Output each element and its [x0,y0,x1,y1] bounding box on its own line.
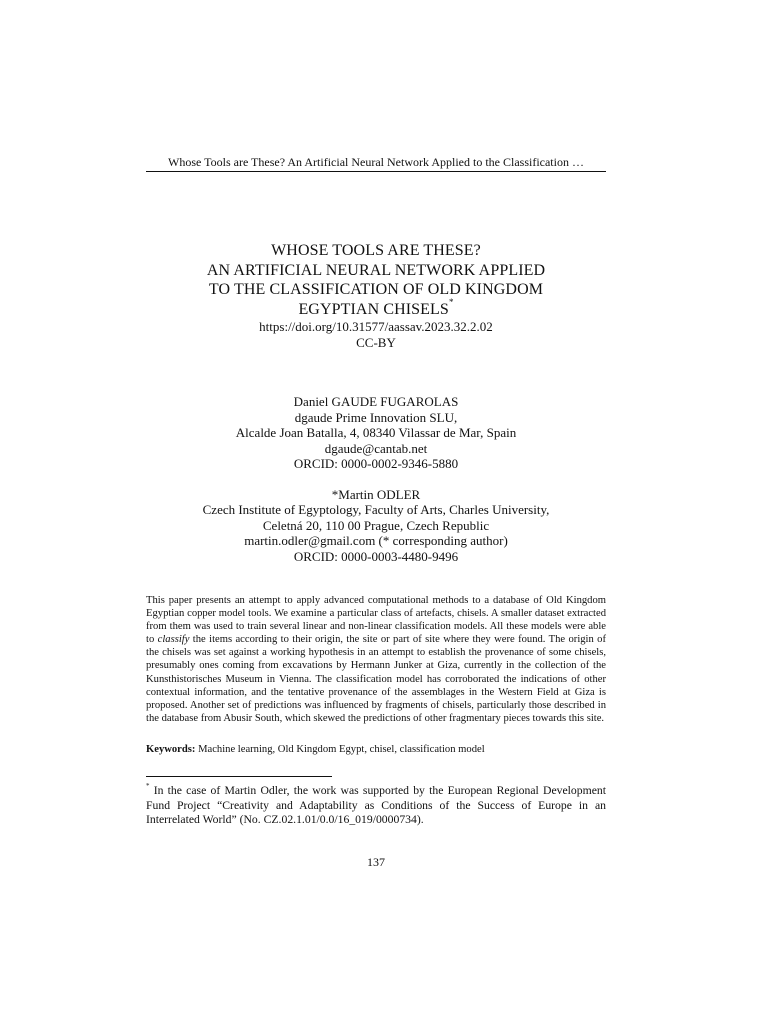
license: CC-BY [356,334,396,350]
author-address: Celetná 20, 110 00 Prague, Czech Republic [262,517,490,533]
doi-link[interactable]: https://doi.org/10.31577/aassav.2023.32.2.02 [259,319,493,334]
keywords-text: Machine learning, Old Kingdom Egypt, chisel, classification model [195,744,485,755]
title-footnote-marker[interactable]: * [448,297,454,308]
running-header: Whose Tools are These? An Artificial Neural Network Applied to the Classification … [168,155,584,169]
title-line-4-text: EGYPTIAN CHISELS [298,300,449,318]
author-email[interactable]: martin.odler@gmail.com (* corresponding author) [244,533,508,548]
authors [146,394,606,564]
author-affiliation: dgaude Prime Innovation SLU, [294,409,458,425]
author-name: *Martin ODLER [331,486,421,502]
footnote [146,784,606,828]
title-block [146,241,606,350]
abstract-emphasis: classify [157,634,190,646]
footnote-marker: * [146,782,150,791]
title-line-4 [146,297,606,320]
footnote-text: In the case of Martin Odler, the work was supported by the European Regional Development Fund Project “Creativity and Adaptability as Conditions of the Success of Europe in an Interrelated World” (No. CZ.02.1.01/0.0/16_019/0000734). [146,784,606,826]
abstract-text-start: This paper presents an attempt to apply advanced computational methods to a database of Old Kingdom Egyptian copper model tools. We examine a particular class of artefacts, chisels. A smaller dataset extracted from them was used to train several linear and non-linear classification models. All these models were able to [146,595,606,646]
title-line-3: TO THE CLASSIFICATION OF OLD KINGDOM [208,281,544,298]
title-line-2: AN ARTIFICIAL NEURAL NETWORK APPLIED [206,261,546,279]
abstract [146,594,606,725]
abstract-text-end: the items according to their origin, the site or part of site where they were found. The origin of the chisels was set against a working hypothesis in an attempt to establish the provenance of some chisels, presumably ones coming from excavations by Hermann Junker at Giza, currently in the collection of the Kunsthistorisches Museum in Vienna. The classification model has corroborated the indications of other contextual information, and the tentative provenance of the assemblages in the Western Field at Giza is proposed. Another set of predictions was influenced by fragments of chisels, particularly those described in the database from Abusir South, which skewed the predictions of other fragmentary pieces towards this site. [146,634,607,724]
author-email[interactable]: dgaude@cantab.net [324,440,428,456]
author-orcid: ORCID: 0000-0002-9346-5880 [293,456,459,471]
page-number: 137 [367,855,385,869]
title-line-1: WHOSE TOOLS ARE THESE? [271,242,481,259]
author-affiliation: Czech Institute of Egyptology, Faculty of Arts, Charles University, [202,502,550,517]
keywords-label: Keywords: [146,744,196,755]
keywords [146,743,606,756]
author-name: Daniel GAUDE FUGAROLAS [293,394,459,409]
author-orcid: ORCID: 0000-0003-4480-9496 [293,548,459,564]
author-block-2 [146,487,606,565]
header-rule [146,171,606,172]
footnote-rule [146,776,332,777]
author-address: Alcalde Joan Batalla, 4, 08340 Vilassar de Mar, Spain [235,425,517,440]
author-block-1 [146,394,606,472]
